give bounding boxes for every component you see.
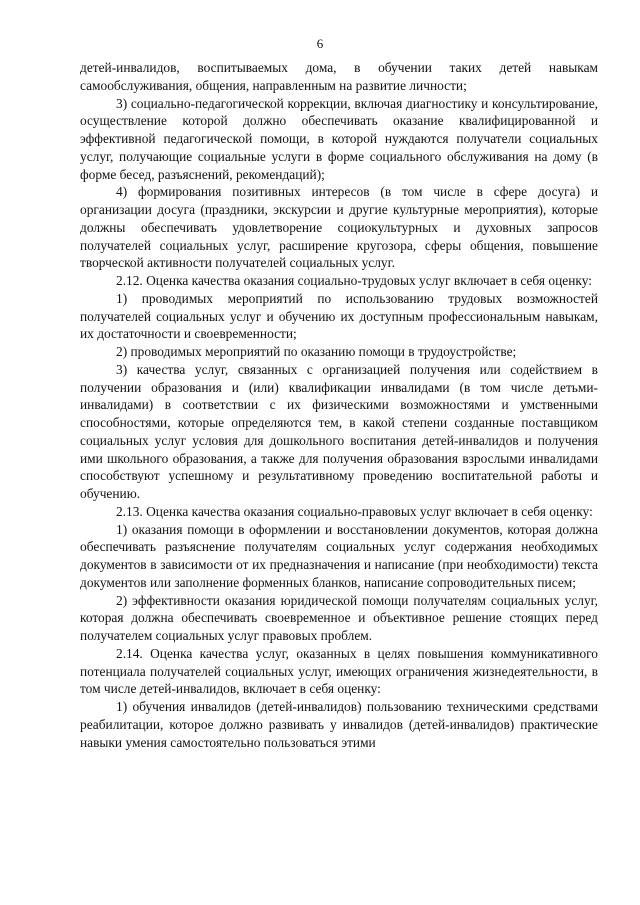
paragraph-section-2-13: 2.13. Оценка качества оказания социально-правовых услуг включает в себя оценку: [116,503,593,519]
paragraph-section-2-12: 2.12. Оценка качества оказания социально-трудовых услуг включает в себя оценку: [116,273,592,288]
page-number: 6 [316,36,324,51]
paragraph-item-4-leisure: 4) формирования позитивных интересов (в том числе в сфере досуга) и организации досуга (праздники, экскурсии и другие культурные мероприятия), которые должны обеспечивать удовлетворение социокультурных и духовных запросов получателей социальных услуг, расширение кругозора, сферы общения, повышение творческой активности получателей социальных услуг. [80,184,598,271]
document-body [80,59,598,751]
paragraph-continued: детей-инвалидов, воспитываемых дома, в обучении таких детей навыкам самообслуживания, общения, направленным на развитие личности; [80,60,598,93]
paragraph-2-12-item-3: 3) качества услуг, связанных с организацией получения или содействием в получении образования и (или) квалификации инвалидами (в том числе детьми-инвалидами) в соответствии с их физическими возможностями и умственными способностями, которые определяются тем, в какой степени созданные поставщиком социальных услуг условия для дошкольного воспитания детей-инвалидов и получения ими школьного образования, а также для получения образования взрослыми инвалидами способствуют успешному и результативному проведению воспитательной работы и обучению. [80,361,598,501]
paragraph-2-12-item-1: 1) проводимых мероприятий по использованию трудовых возможностей получателей социальных услуг и обучению их доступным профессиональным навыкам, их достаточности и своевременности; [80,290,598,342]
paragraph-2-13-item-2: 2) эффективности оказания юридической помощи получателям социальных услуг, которая должна обеспечивать своевременное и объективное решение стоящих перед получателем социальных услуг правовых проблем. [80,592,598,643]
paragraph-item-3-correction: 3) социально-педагогической коррекции, включая диагностику и консультирование, осуществление которой должно обеспечивать оказание квалифицированной и эффективной педагогической помощи, в которой нуждаются получатели социальных услуг, получающие социальные услуги в форме социального обслуживания на дому (в форме бесед, разъяснений, рекомендаций); [80,95,598,182]
paragraph-2-14-item-1: 1) обучения инвалидов (детей-инвалидов) пользованию техническими средствами реабилитации, которое должно развивать у инвалидов (детей-инвалидов) практические навыки умения самостоятельно пользоваться этими [80,699,598,750]
paragraph-2-12-item-2: 2) проводимых мероприятий по оказанию помощи в трудоустройстве; [116,344,517,359]
paragraph-section-2-14: 2.14. Оценка качества услуг, оказанных в целях повышения коммуникативного потенциала получателей социальных услуг, имеющих ограничения жизнедеятельности, в том числе детей-инвалидов, включает в себя оценку: [80,645,598,697]
paragraph-2-13-item-1: 1) оказания помощи в оформлении и восстановлении документов, которая должна обеспечивать разъяснение получателям социальных услуг содержания необходимых документов в зависимости от их предназначения и написание (при необходимости) текста документов или заполнение форменных бланков, написание сопроводительных писем; [80,521,598,590]
